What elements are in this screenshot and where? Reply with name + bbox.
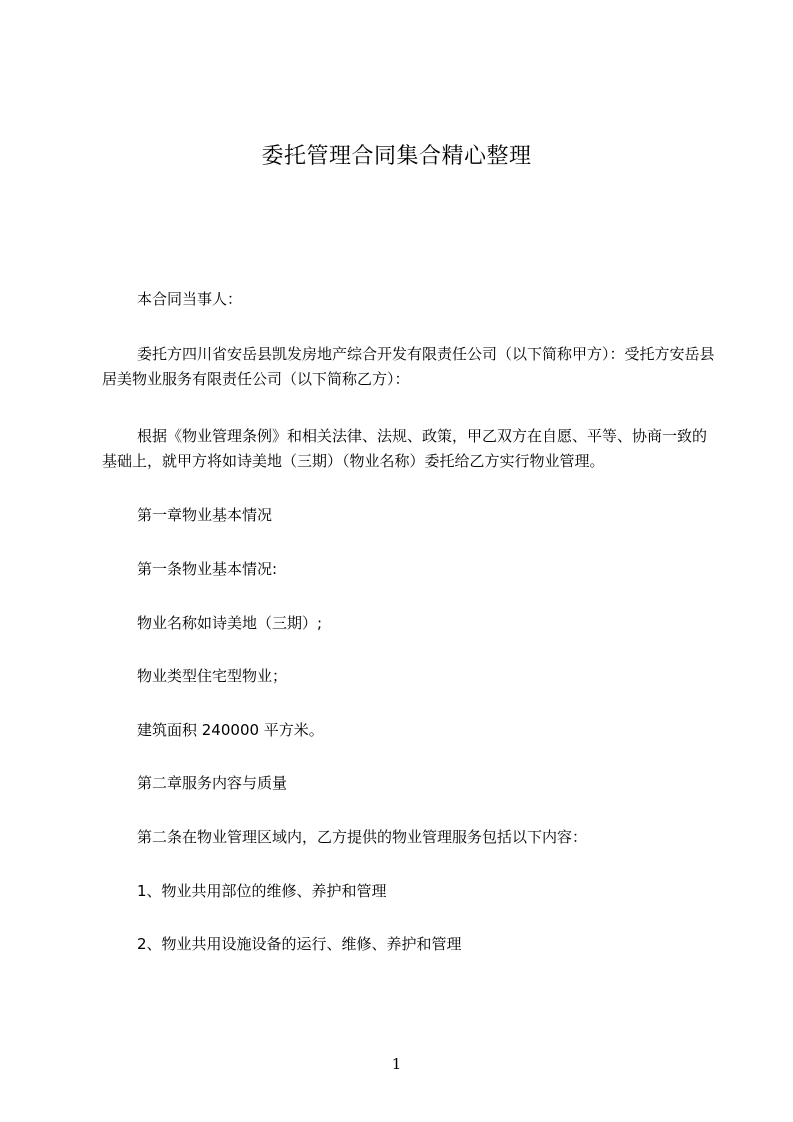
- property-type-line: 物业类型住宅型物业；: [137, 667, 288, 685]
- document-title: 委托管理合同集合精心整理: [261, 144, 532, 169]
- chapter-heading-1: 第一章物业基本情况: [137, 506, 273, 524]
- service-item-2: 2、物业共用设施设备的运行、维修、养护和管理: [137, 935, 462, 953]
- service-item-1: 1、物业共用部位的维修、养护和管理: [137, 882, 387, 900]
- building-area-line: 建筑面积 240000 平方米。: [137, 721, 324, 739]
- paragraph-parties: 本合同当事人：: [137, 290, 243, 308]
- article-heading-1: 第一条物业基本情况:: [137, 560, 278, 578]
- paragraph-principal-agent: 委托方四川省安岳县凯发房地产综合开发有限责任公司（以下简称甲方）：受托方安岳县居美物业服务有限责任公司（以下简称乙方）：: [102, 345, 715, 388]
- property-name-line: 物业名称如诗美地（三期）;: [137, 614, 323, 632]
- chapter-heading-2: 第二章服务内容与质量: [137, 774, 288, 792]
- paragraph-basis: 根据《物业管理条例》和相关法律、法规、政策，甲乙双方在自愿、平等、协商一致的基础上，就甲方将如诗美地（三期）（物业名称）委托给乙方实行物业管理。: [102, 427, 708, 470]
- article-heading-2: 第二条在物业管理区域内，乙方提供的物业管理服务包括以下内容：: [137, 828, 588, 846]
- page-number: 1: [391, 1055, 402, 1073]
